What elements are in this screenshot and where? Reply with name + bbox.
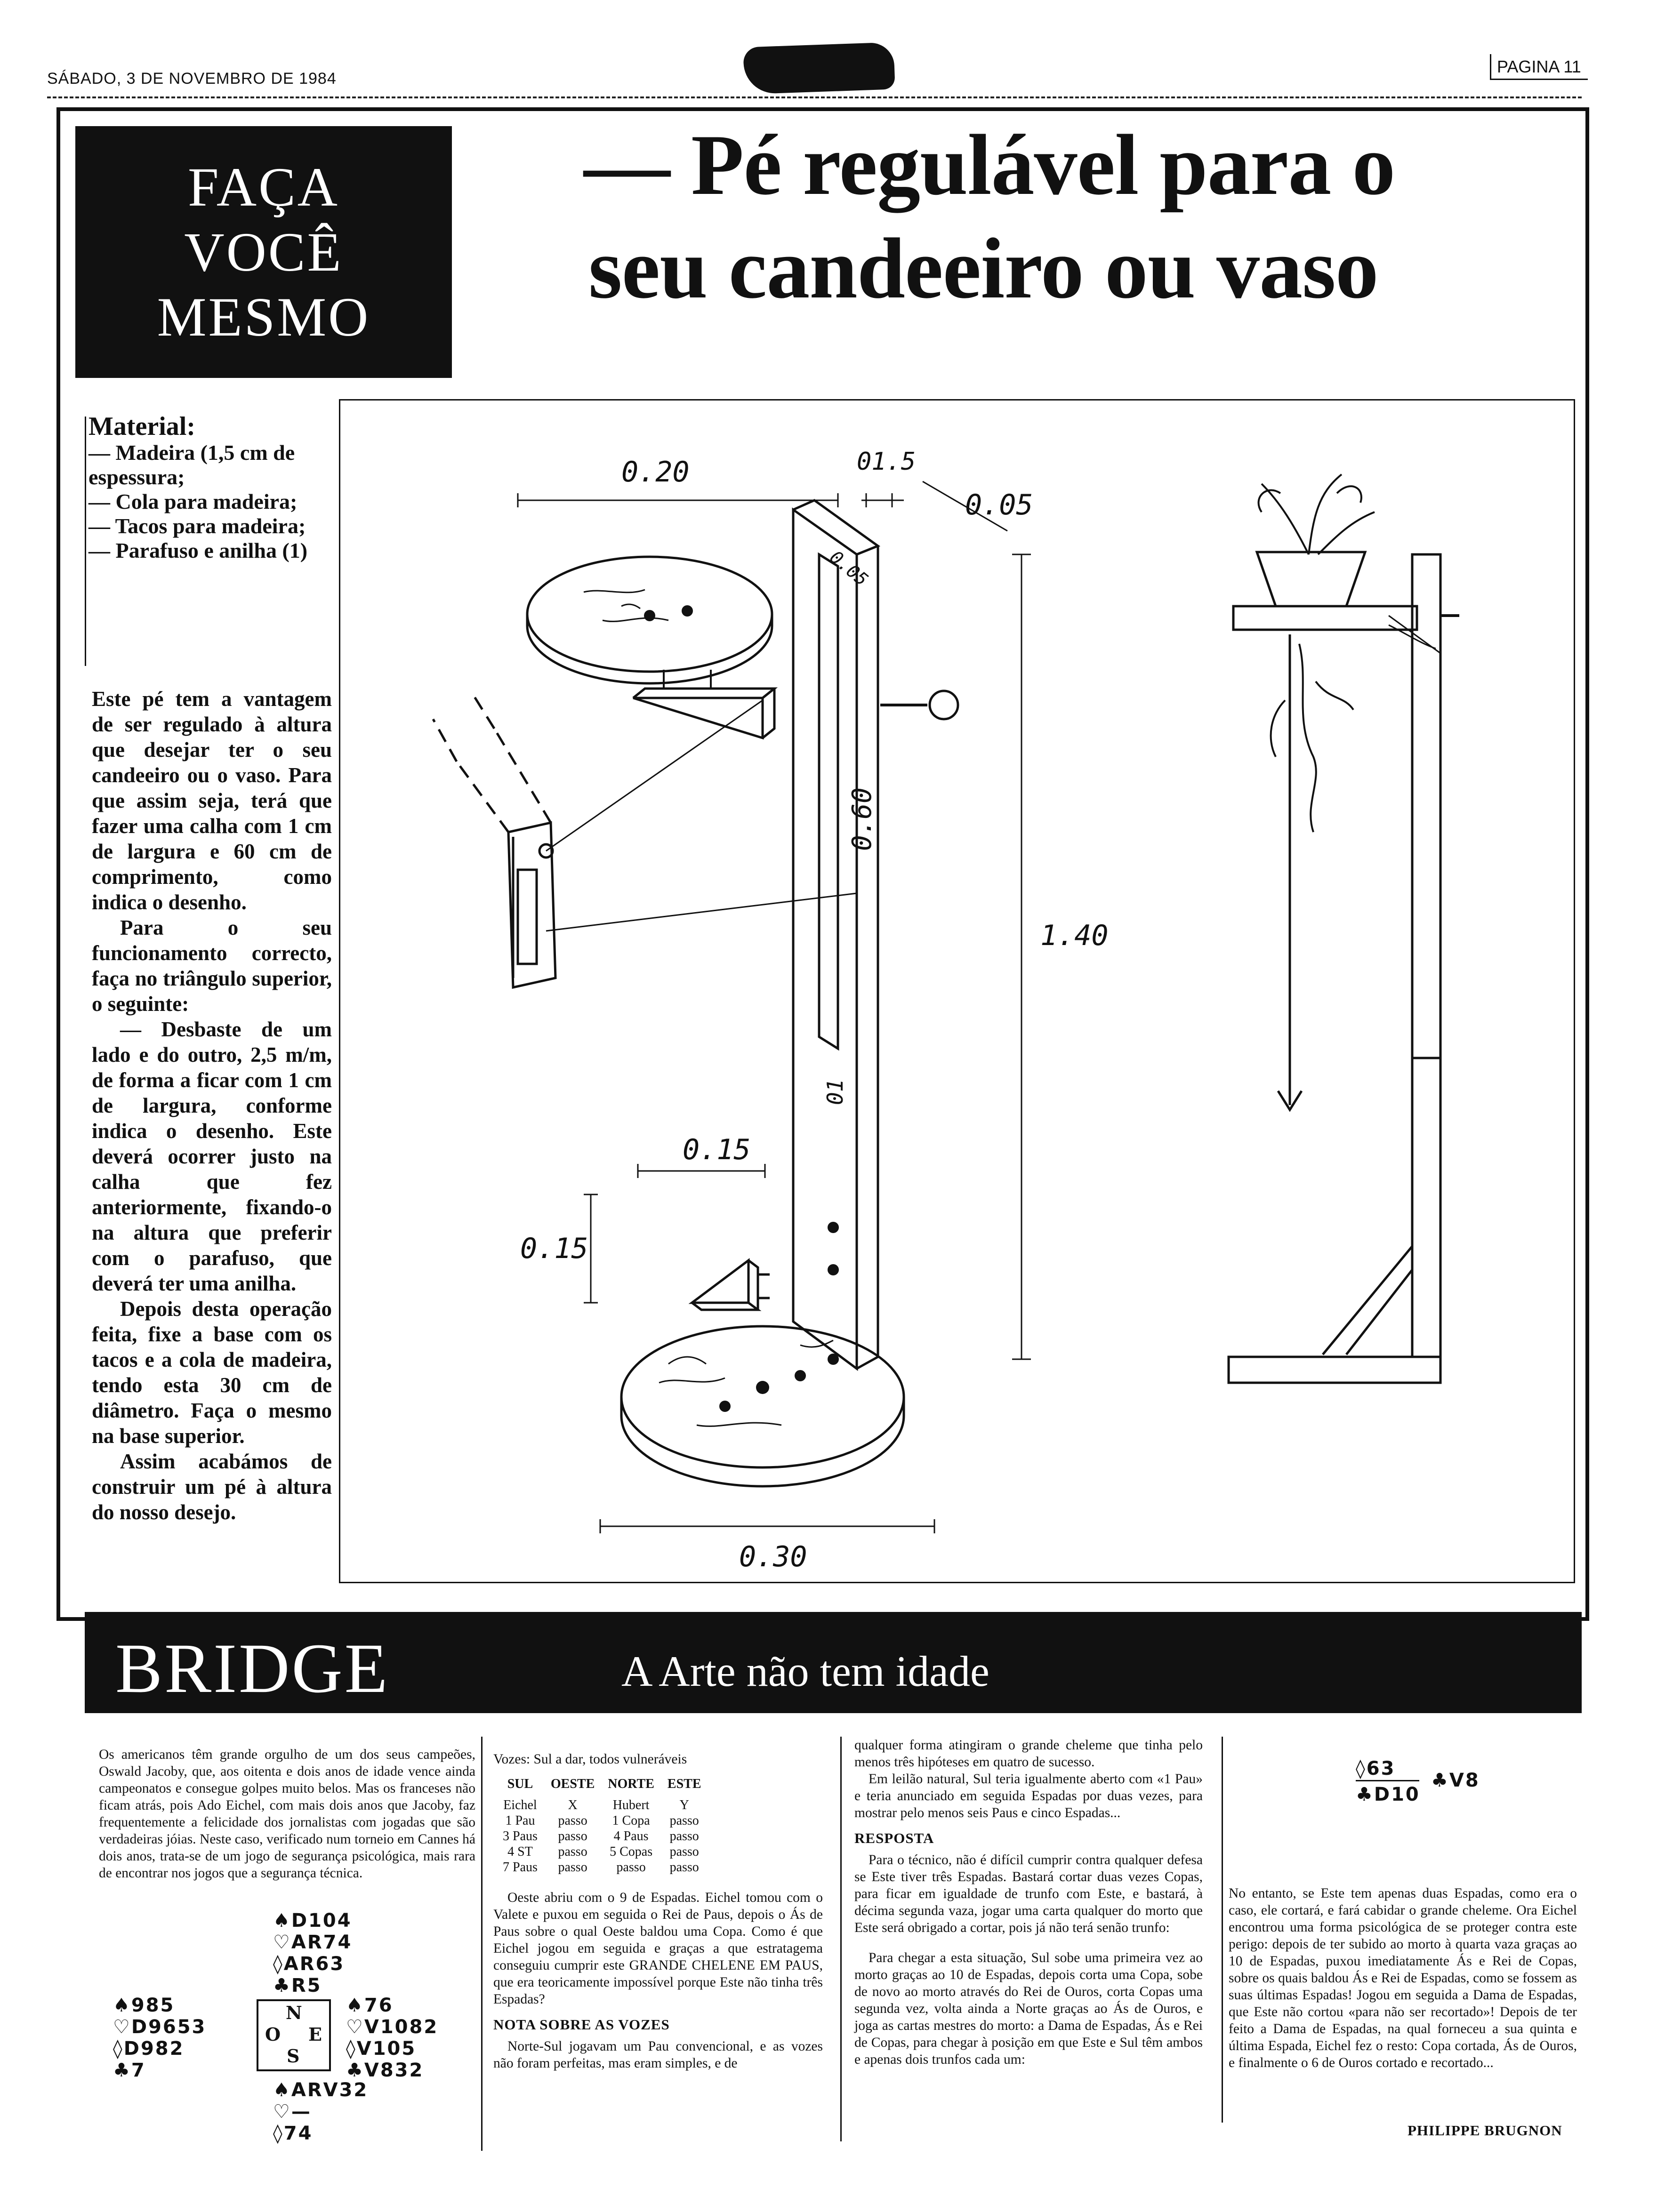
bidding-cell: 4 ST	[507, 1844, 533, 1859]
bottom-disc-edge	[621, 1397, 904, 1486]
lamp-stand-drawing	[339, 399, 1572, 1580]
section-label: FAÇA VOCÊ MESMO	[157, 156, 370, 348]
compass-n: N	[286, 2002, 302, 2023]
bidding-header: OESTE	[550, 1777, 595, 1791]
bidding-row	[503, 1828, 715, 1844]
hand-line: ♣V832	[346, 2060, 424, 2081]
bidding-cell: 5 Copas	[610, 1844, 653, 1859]
material-list	[88, 414, 333, 563]
hand-line: ♣R5	[273, 1975, 322, 1996]
base-hole	[719, 1401, 731, 1412]
material-item: — Cola para madeira;	[88, 489, 298, 513]
hand-line: ♠985	[113, 1995, 175, 2016]
bidding-cell: X	[568, 1798, 578, 1812]
bridge-intro: Os americanos têm grande orgulho de um dos seus campeões, Oswald Jacoby, que, aos oitenta e dois anos de idade vence ainda campeonatos e consegue golpes muito belos. Mas os franceses não ficam atrás, pois Ado Eichel, com mais dois anos que Jacoby, faz frequentemente a felicidade dos jornalistas com jogadas que são verdadeiras jóias. Neste caso, verificado num torneio em Cannes há dois anos, trata-se de um jogo de segurança psicológica, mais rara de encontrar nos jogos que a segurança técnica.	[99, 1747, 475, 1881]
dim-triangle-width: 0.15	[683, 1133, 751, 1166]
page-number: PAGINA 11	[1490, 54, 1588, 80]
ending-rule	[1356, 1780, 1419, 1781]
material-bar	[85, 417, 86, 666]
instructions-paragraph: Assim acabámos de construir um pé à altura do nosso desejo.	[92, 1450, 332, 1524]
dim-slot-width: 01.5	[857, 448, 916, 476]
col3-paragraph: qualquer forma atingiram o grande cheleme que tinha pelo menos três hipóteses em quatro de sucesso.	[854, 1738, 1203, 1770]
column-rule	[1222, 1737, 1223, 2123]
post-hole	[828, 1264, 839, 1275]
hand-line: ♠76	[346, 1995, 394, 2016]
hand-east	[346, 1995, 438, 2081]
issue-date: SÁBADO, 3 DE NOVEMBRO DE 1984	[47, 70, 337, 88]
bidding-header: ESTE	[667, 1777, 701, 1791]
bidding-cell: 3 Paus	[503, 1829, 538, 1843]
material-item: — Tacos para madeira;	[88, 514, 306, 538]
compass-e: E	[308, 2024, 322, 2045]
nota-title: NOTA SOBRE AS VOZES	[493, 2016, 670, 2033]
hand-west	[113, 1995, 206, 2081]
bidding-cell: passo	[558, 1813, 587, 1828]
bidding-row	[503, 1797, 715, 1813]
bidding-cell: Hubert	[612, 1798, 650, 1812]
problem-text: Oeste abriu com o 9 de Espadas. Eichel tomou com o Valete e puxou em seguida o Rei de Paus, depois o Ás de Paus sobre o qual Oeste baldou uma Copa. Como é que Eichel jogou em seguida e graças a que estratagema conseguiu cumprir este GRANDE CHELENE EM PAUS, que era teoricamente impossível porque Este não tinha três Espadas?	[493, 1890, 823, 2007]
dim-slot-depth: 01	[822, 1079, 848, 1105]
bidding-cell: 1 Copa	[612, 1813, 650, 1828]
hand-line: ♡AR74	[273, 1931, 353, 1953]
bidding-row	[503, 1813, 715, 1828]
hand-north	[273, 1910, 352, 1996]
author-signature: PHILIPPE BRUGNON	[1408, 2122, 1562, 2139]
ending-north: ◊63	[1356, 1758, 1396, 1779]
hand-line: ♡V1082	[346, 2016, 439, 2038]
hand-line: ♣7	[113, 2060, 146, 2081]
bidding-cell: passo	[669, 1813, 699, 1828]
bridge-col-2	[493, 1751, 823, 2072]
col3-paragraph: Para o técnico, não é difícil cumprir contra qualquer defesa se Este tiver três Espadas. Bastará cortar duas vezes Copas, para ficar em igualdade de trunfo com Este, e bastará, à décima segunda vaza, jogar uma carta qualquer do morto que Este será obrigado a cortar, pois já não terá senão trunfo:	[854, 1852, 1203, 1935]
upright-post	[793, 510, 857, 1369]
ending-south: ♣D10	[1356, 1784, 1420, 1805]
resposta-title: RESPOSTA	[854, 1830, 934, 1846]
bridge-col-4: No entanto, se Este tem apenas duas Espadas, como era o caso, ele cortará, e fará cabidar o grande cheleme. Ora Eichel encontrou uma forma psicológica de se proteger contra este perigo: depois de ter subido ao morto à quarta vaza graças ao 10 de Espadas, puxou imediatamente Ás e Rei de Copas, sobre os quais baldou Ás e Rei de Espadas, como se fossem as suas últimas Espadas! Jogou em seguida a Dama de Espadas, que Este não cortou «para não ser recortado»! Depois de ter feito a Dama de Espadas, na qual forneceu a sua quinta e última Espada, Eichel fez o resto: Copa cortada, Ás de Ouros, e finalmente o 6 de Ouros cortado e recortado...	[1229, 1886, 1577, 2070]
bridge-title: BRIDGE	[115, 1629, 390, 1707]
material-item: — Parafuso e anilha (1)	[88, 538, 308, 562]
bidding-cell: passo	[558, 1844, 587, 1859]
bidding-cell: passo	[616, 1860, 646, 1875]
ink-blot	[743, 42, 895, 94]
side-brace	[1323, 1246, 1412, 1354]
disc-hole	[644, 610, 655, 621]
bidding-row	[503, 1844, 715, 1859]
dim-slot-length: 0.60	[847, 787, 877, 851]
bridge-subtitle: A Arte não tem idade	[621, 1647, 989, 1695]
instructions-paragraph: Depois desta operação feita, fixe a base com os tacos e a cola de madeira, tendo esta 30 cm de diâmetro. Faça o mesmo na base superior.	[92, 1297, 332, 1448]
hand-line: ◊V105	[346, 2038, 417, 2060]
hand-south	[273, 2079, 368, 2144]
bidding-cell: passo	[558, 1860, 587, 1875]
bidding-cell: passo	[669, 1860, 699, 1875]
material-item: — Madeira (1,5 cm de espessura;	[88, 441, 295, 489]
compass-s: S	[287, 2045, 300, 2067]
bidding-cell: passo	[669, 1844, 699, 1859]
instructions-paragraph: Para o seu funcionamento correcto, faça no triângulo superior, o seguinte:	[92, 916, 332, 1016]
col3-paragraph: Para chegar a esta situação, Sul sobe uma primeira vez ao morto graças ao 10 de Espadas, depois corta uma Copa, sobe de novo ao morto através do Rei de Ouros, corta Copas uma segunda vez, volta ainda a Norte graças ao Ás de Ouros, e joga as cartas mestres do morto: a Dama de Espadas, Ás e Rei de Copas, para chegar à posição em que Este e Sul têm ambos e apenas dois trunfos cada um:	[854, 1950, 1203, 2067]
column-rule	[481, 1737, 483, 2151]
bidding-cell: passo	[558, 1829, 587, 1843]
plant	[1259, 474, 1375, 832]
compass-box	[257, 1999, 331, 2071]
hand-line: ♠ARV32	[273, 2079, 369, 2101]
hand-line: ◊AR63	[273, 1953, 345, 1975]
base-hole	[828, 1354, 839, 1365]
side-shelf	[1233, 606, 1417, 630]
dim-triangle-height: 0.15	[520, 1232, 588, 1265]
bidding-cell: passo	[669, 1829, 699, 1843]
vozes-title: Vozes: Sul a dar, todos vulneráveis	[493, 1752, 687, 1767]
bidding-cell: Y	[679, 1798, 689, 1812]
post-hole	[828, 1222, 839, 1233]
bidding-table	[503, 1776, 715, 1875]
bidding-row	[503, 1859, 715, 1875]
side-base	[1229, 1357, 1440, 1383]
dim-thickness: 0.05	[965, 489, 1033, 521]
bidding-cell: 7 Paus	[503, 1860, 538, 1875]
bidding-header: NORTE	[608, 1777, 654, 1791]
base-hole	[795, 1370, 806, 1381]
instructions-text	[92, 686, 332, 1525]
bidding-cell: Eichel	[503, 1798, 537, 1812]
bottom-disc	[621, 1326, 904, 1467]
hand-line: ♠D104	[273, 1910, 352, 1931]
hand-line: ♡D9653	[113, 2016, 207, 2038]
instructions-paragraph: Este pé tem a vantagem de ser regulado à altura que desejar ter o seu candeeiro ou o vaso. Para que assim seja, terá que fazer uma calha com 1 cm de largura e 60 cm de comprimento, como indica o desenho.	[92, 687, 332, 914]
base-hole	[756, 1381, 769, 1394]
bidding-header-row	[503, 1776, 715, 1797]
bidding-cell: 1 Pau	[505, 1813, 535, 1828]
compass-o: O	[265, 2024, 281, 2045]
dim-top-diameter: 0.20	[621, 456, 690, 489]
section-label-box	[75, 126, 452, 378]
hand-line: ◊74	[273, 2123, 313, 2144]
header-rule	[47, 96, 1582, 98]
headline	[584, 113, 1563, 320]
hand-line: ♡—	[273, 2101, 312, 2123]
lower-bracket	[692, 1260, 758, 1310]
ending-east: ♣V8	[1431, 1770, 1480, 1791]
side-pot	[1257, 552, 1365, 606]
top-disc-edge	[527, 614, 772, 683]
headline-line-2: seu candeeiro ou vaso	[588, 220, 1378, 316]
bidding-cell: 4 Paus	[613, 1829, 649, 1843]
col3-paragraph: Em leilão natural, Sul teria igualmente aberto com «1 Pau» e teria anunciado em seguida Espadas por duas vezes, para mostrar pelo menos seis Paus e cinco Espadas...	[854, 1771, 1203, 1820]
material-title: Material:	[88, 412, 195, 441]
dim-base-diameter: 0.30	[739, 1540, 807, 1573]
upper-bracket	[633, 689, 774, 738]
side-post	[1412, 554, 1440, 1357]
slot	[819, 554, 838, 1049]
bidding-header: SUL	[507, 1777, 533, 1791]
column-rule	[840, 1737, 842, 2141]
instructions-paragraph: — Desbaste de um lado e do outro, 2,5 m/m, de forma a ficar com 1 cm de largura, conforme indica o desenho. Este deverá ocorrer justo na calha que fez anteriormente, fixando-o na altura que preferir com o parafuso, que deverá ter uma anilha.	[92, 1018, 332, 1295]
hand-line: ◊D982	[113, 2038, 185, 2060]
disc-hole	[682, 605, 693, 617]
headline-line-1: — Pé regulável para o	[584, 117, 1395, 213]
bridge-col-3	[854, 1737, 1203, 2068]
dim-groove: 0.05	[826, 546, 872, 590]
dim-total-height: 1.40	[1040, 919, 1109, 952]
nota-text: Norte-Sul jogavam um Pau convencional, e as vozes não foram perfeitas, mas eram simples, e de	[493, 2039, 823, 2071]
